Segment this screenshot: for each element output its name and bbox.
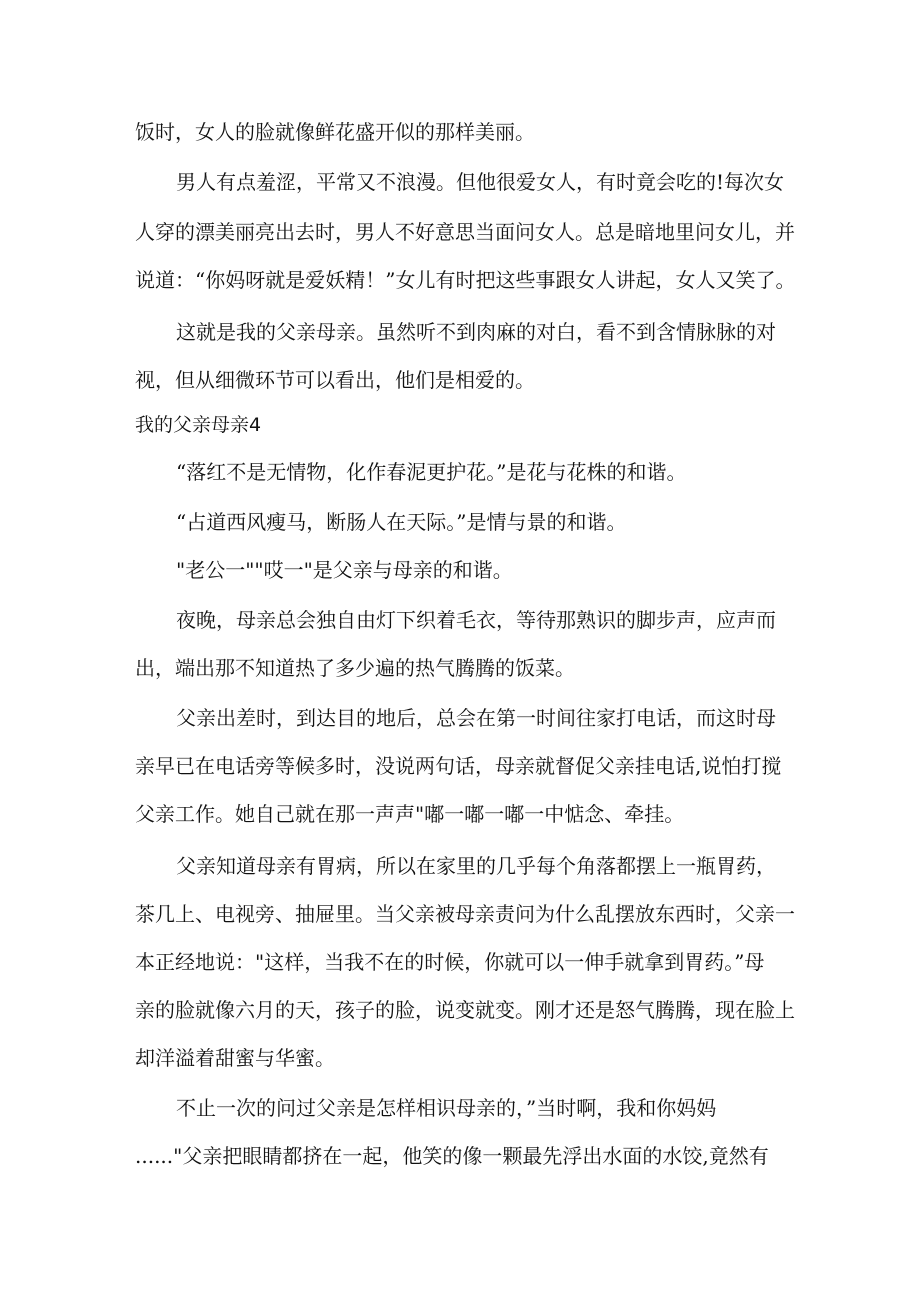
paragraph-line: 父亲工作。她自己就在那一声声"嘟一嘟一嘟一中惦念、牵挂。 — [135, 802, 685, 826]
paragraph-line: 视，但从细微环节可以看出，他们是相爱的。 — [135, 368, 535, 392]
paragraph-line: “落红不是无情物，化作春泥更护花。”是花与花株的和谐。 — [176, 460, 687, 484]
paragraph-line: 出，端出那不知道热了多少遍的热气腾腾的饭菜。 — [135, 656, 575, 680]
paragraph-line: 人穿的漂美丽亮出去时，男人不好意思当面问女人。总是暗地里问女儿，并 — [135, 220, 795, 244]
paragraph-line: 本正经地说："这样，当我不在的时候，你就可以一伸手就拿到胃药。”母 — [135, 950, 765, 974]
paragraph-line: 父亲知道母亲有胃病，所以在家里的几乎每个角落都摆上一瓶胃药， — [176, 854, 776, 878]
paragraph-line: 亲的脸就像六月的天，孩子的脸，说变就变。刚才还是怒气腾腾，现在脸上 — [135, 998, 795, 1022]
paragraph-line: 茶几上、电视旁、抽屉里。当父亲被母亲责问为什么乱摆放东西时，父亲一 — [135, 902, 795, 926]
paragraph-line: 男人有点羞涩，平常又不浪漫。但他很爱女人，有时竟会吃的!每次女 — [176, 170, 785, 194]
paragraph-line: 说道：“你妈呀就是爱妖精！”女儿有时把这些事跟女人讲起，女人又笑了。 — [135, 268, 795, 292]
paragraph-line: 饭时，女人的脸就像鲜花盛开似的那样美丽。 — [135, 120, 535, 144]
paragraph-line: 夜晚，母亲总会独自由灯下织着毛衣，等待那熟识的脚步声，应声而 — [176, 608, 776, 632]
section-heading: 我的父亲母亲4 — [135, 414, 262, 436]
paragraph-line: 父亲出差时，到达目的地后，总会在第一时间往家打电话，而这时母 — [176, 706, 776, 730]
paragraph-line: “占道西风瘦马，断肠人在天际。”是情与景的和谐。 — [176, 510, 627, 534]
paragraph-line: 亲早已在电话旁等候多时，没说两句话，母亲就督促父亲挂电话,说怕打搅 — [135, 754, 782, 778]
paragraph-line: "老公一""哎一"是父亲与母亲的和谐。 — [176, 558, 513, 582]
paragraph-line: 这就是我的父亲母亲。虽然听不到肉麻的对白，看不到含情脉脉的对 — [176, 320, 776, 344]
paragraph-line: 却洋溢着甜蜜与华蜜。 — [135, 1046, 335, 1070]
paragraph-line: 不止一次的问过父亲是怎样相识母亲的，”当时啊，我和你妈妈 — [176, 1096, 717, 1120]
paragraph-line: ......"父亲把眼睛都挤在一起，他笑的像一颗最先浮出水面的水饺,竟然有 — [135, 1144, 769, 1168]
